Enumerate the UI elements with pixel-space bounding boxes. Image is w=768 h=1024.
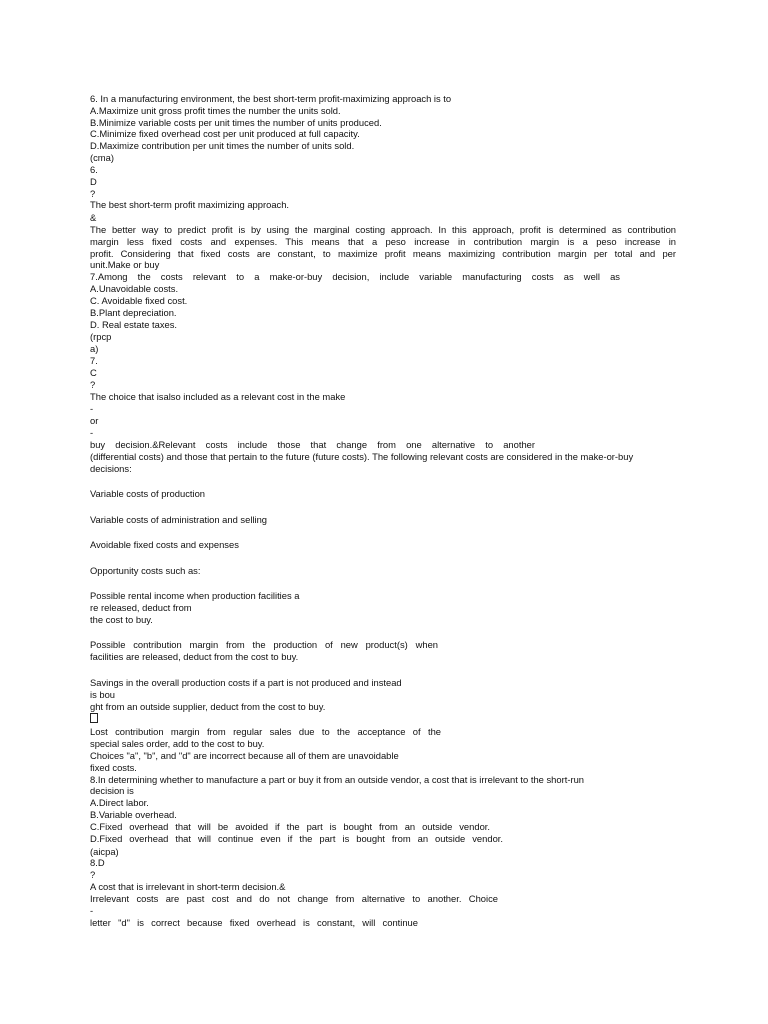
explanation-line: The choice that isalso included as a relevant cost in the make <box>90 391 346 402</box>
list-item: facilities are released, deduct from the cost to buy. <box>90 651 299 662</box>
marker: & <box>90 212 97 223</box>
option-b: B.Plant depreciation. <box>90 307 177 318</box>
list-item: is bou <box>90 689 116 700</box>
option-c: C.Fixed overhead that will be avoided if the part is bought from an outside vendor. <box>90 821 490 832</box>
question-6-stem: 6. In a manufacturing environment, the best short-term profit-maximizing approach is to <box>90 93 452 104</box>
list-item: the cost to buy. <box>90 614 153 625</box>
source-label: a) <box>90 343 99 354</box>
hyphen: - <box>90 403 94 414</box>
option-d: D.Fixed overhead that will continue even if the part is bought from an outside vendor. <box>90 833 503 844</box>
explanation-line: unit.Make or buy <box>90 259 160 270</box>
list-item: Savings in the overall production costs if a part is not produced and instead <box>90 677 402 688</box>
marker: ? <box>90 869 96 880</box>
explanation-line: profit. Considering that fixed costs are constant, to maximize profit means maximizing contribution margin per total and per <box>90 248 676 259</box>
source-label: (cma) <box>90 152 114 163</box>
explanation-line: or <box>90 415 99 426</box>
list-item: Possible contribution margin from the production of new product(s) when <box>90 639 438 650</box>
list-item: Variable costs of production <box>90 488 205 499</box>
marker: ? <box>90 188 96 199</box>
answer-number: 6. <box>90 164 98 175</box>
list-item: Possible rental income when production facilities a <box>90 590 300 601</box>
option-b: B.Variable overhead. <box>90 809 177 820</box>
option-a: A.Maximize unit gross profit times the number the units sold. <box>90 105 341 116</box>
question-7-stem: 7.Among the costs relevant to a make-or-buy decision, include variable manufacturing costs as well as <box>90 271 620 282</box>
explanation-line: margin less fixed costs and expenses. This means that a peso increase in contribution margin is a peso increase in <box>90 236 676 247</box>
list-item: special sales order, add to the cost to buy. <box>90 738 265 749</box>
explanation-line: The better way to predict profit is by using the marginal costing approach. In this approach, profit is determined as contribution <box>90 224 676 235</box>
explanation-line: buy decision.&Relevant costs include those that change from one alternative to another <box>90 439 535 450</box>
explanation-line: A cost that is irrelevant in short-term decision.& <box>90 881 286 892</box>
explanation-line: The best short-term profit maximizing approach. <box>90 199 290 210</box>
answer-number: 7. <box>90 355 98 366</box>
question-8-stem: 8.In determining whether to manufacture a part or buy it from an outside vendor, a cost that is irrelevant to the short-run <box>90 774 585 785</box>
list-item: Avoidable fixed costs and expenses <box>90 539 239 550</box>
option-d: D.Maximize contribution per unit times the number of units sold. <box>90 140 355 151</box>
list-item: ght from an outside supplier, deduct from the cost to buy. <box>90 701 326 712</box>
answer-letter: C <box>90 367 97 378</box>
missing-glyph-box <box>90 713 98 725</box>
explanation-line: Irrelevant costs are past cost and do not change from alternative to another. Choice <box>90 893 498 904</box>
option-b: B.Minimize variable costs per unit times the number of units produced. <box>90 117 382 128</box>
list-item: Opportunity costs such as: <box>90 565 201 576</box>
list-item: Lost contribution margin from regular sales due to the acceptance of the <box>90 726 441 737</box>
option-a: A.Unavoidable costs. <box>90 283 179 294</box>
source-label: (rpcp <box>90 331 112 342</box>
answer-letter: D <box>90 176 97 187</box>
hyphen: - <box>90 905 94 916</box>
option-d: D. Real estate taxes. <box>90 319 178 330</box>
marker: ? <box>90 379 96 390</box>
option-c: C.Minimize fixed overhead cost per unit produced at full capacity. <box>90 128 360 139</box>
list-item: re released, deduct from <box>90 602 192 613</box>
explanation-line: letter "d" is correct because fixed overhead is constant, will continue <box>90 917 418 928</box>
explanation-line: (differential costs) and those that pertain to the future (future costs). The following relevant costs are considered in the make-or-buy <box>90 451 634 462</box>
option-a: A.Direct labor. <box>90 797 149 808</box>
hyphen: - <box>90 427 94 438</box>
explanation-line: decisions: <box>90 463 132 474</box>
answer-number: 8.D <box>90 857 105 868</box>
option-c: C. Avoidable fixed cost. <box>90 295 188 306</box>
source-label: (aicpa) <box>90 846 119 857</box>
list-item: Variable costs of administration and selling <box>90 514 268 525</box>
explanation-line: Choices "a", "b", and "d" are incorrect because all of them are unavoidable <box>90 750 399 761</box>
explanation-line: fixed costs. <box>90 762 137 773</box>
question-8-stem: decision is <box>90 785 134 796</box>
